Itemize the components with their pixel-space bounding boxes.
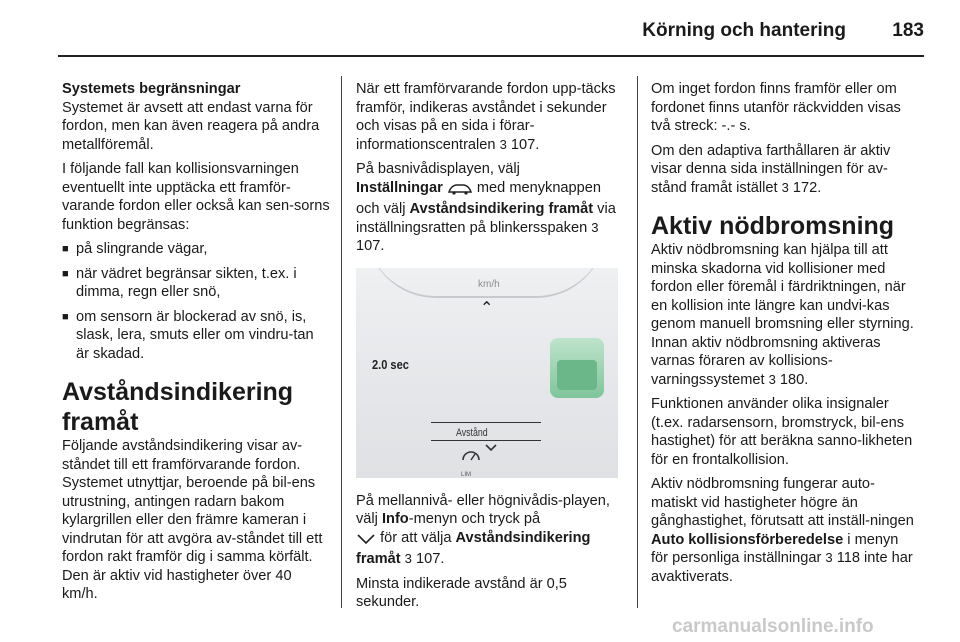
paragraph: Systemet är avsett att endast varna för fordon, men kan även reagera på andra metallföremål. bbox=[62, 99, 320, 153]
vehicle-ahead-icon bbox=[557, 360, 597, 390]
page-ref: 118 inte har avaktiverats. bbox=[651, 550, 913, 585]
page-header bbox=[58, 20, 924, 46]
chapter-title: Körning och hantering bbox=[642, 20, 846, 41]
list-item: ■ när vädret begränsar sikten, t.ex. i dimma, regn eller snö, bbox=[62, 265, 330, 302]
paragraph: Aktiv nödbromsning fungerar auto-matiskt vid hastigheter högre än gånghastighet, förutsatt att inställ-ningen Auto kollisionsförberedelse i menyn för personliga inställningar 3 118 inte har avaktiverats. bbox=[651, 476, 914, 585]
paragraph: Följande avståndsindikering visar av-ståndet till ett framförvarande fordon. Systemet utnyttjar, beroende på bil-ens utrustning, antingen radarn bakom kylargrillen eller den främre kameran i vindrutan för att avgöra av-ståndet till ett fordon rakt framför dig i samma körfält. Den är aktiv vid hastigheter över 40 km/h. bbox=[62, 438, 323, 602]
page-ref: 107. bbox=[415, 551, 445, 567]
limitations-list bbox=[62, 240, 330, 363]
chevron-down-icon bbox=[356, 532, 376, 551]
lim-label: LIM bbox=[461, 471, 472, 478]
bold-term: Auto kollisionsförberedelse bbox=[651, 531, 844, 548]
paragraph: Funktionen använder olika insignaler (t.ex. radarsensorn, bromstryck, bil-ens hastighet) för att beräkna sanno-likheten för en frontalkollision. bbox=[651, 396, 913, 468]
distance-display-figure bbox=[356, 268, 618, 478]
chevron-up-icon: ⌃ bbox=[480, 299, 494, 317]
page-ref-arrow-icon: 3 bbox=[825, 550, 833, 565]
column-1 bbox=[62, 80, 330, 610]
page-ref: 107. bbox=[510, 136, 540, 153]
column-3 bbox=[651, 80, 919, 592]
page-ref-arrow-icon: 3 bbox=[591, 219, 599, 235]
bold-term: Avståndsindikering framåt bbox=[356, 529, 591, 567]
speed-unit-label: km/h bbox=[478, 278, 500, 290]
column-2 bbox=[356, 80, 624, 618]
page-ref-arrow-icon: 3 bbox=[404, 551, 412, 566]
column-divider-2 bbox=[637, 76, 638, 608]
bold-term: Info bbox=[381, 511, 409, 527]
page-ref-arrow-icon: 3 bbox=[781, 179, 789, 195]
page-number: 183 bbox=[892, 20, 924, 41]
section-heading: Aktiv nödbromsning bbox=[651, 212, 895, 240]
page-ref-arrow-icon: 3 bbox=[499, 136, 507, 152]
list-item: ■ om sensorn är blockerad av snö, is, slask, lera, smuts eller om vindru-tan är skadad. bbox=[62, 308, 330, 364]
page-ref: 180. bbox=[779, 371, 809, 388]
section-heading: Avståndsindikering framåt bbox=[62, 378, 294, 436]
bold-term: Avståndsindikering framåt bbox=[409, 201, 594, 217]
page-ref: 172. bbox=[792, 179, 822, 196]
chevron-down-icon bbox=[484, 440, 498, 459]
car-menu-icon bbox=[447, 182, 473, 201]
menu-label: Avstånd bbox=[456, 426, 488, 439]
list-item: ■ på slingrande vägar, bbox=[62, 240, 330, 259]
watermark: carmanualsonline.info bbox=[672, 616, 874, 637]
paragraph: I följande fall kan kollisionsvarningen eventuellt inte upptäcka ett framför-varande fordon eller också kan sen-sorns funktion begränsas: bbox=[62, 161, 330, 233]
paragraph: Aktiv nödbromsning kan hjälpa till att minska skadorna vid kollisioner med fordon eller föremål i färdriktningen, när en kollision inte längre kan undvi-kas genom manuell bromsning eller styrning. Innan aktiv nödbromsning aktiveras varnas föraren av kollisions-varningssystemet 3 180. bbox=[651, 242, 914, 388]
column-divider-1 bbox=[341, 76, 342, 608]
paragraph: På basnivådisplayen, välj Inställningar med menyknappen och välj Avståndsindikering framåt via inställningsratten på blinkersspaken 3 107. bbox=[356, 161, 616, 254]
header-rule bbox=[58, 55, 924, 57]
page-ref-arrow-icon: 3 bbox=[768, 371, 776, 387]
paragraph: När ett framförvarande fordon upp-täcks framför, indikeras avståndet i sekunder och visas på en sida i förar-informationscentralen 3 107. bbox=[356, 81, 616, 153]
paragraph: Om den adaptiva farthållaren är aktiv visar denna sida inställningen för av-stånd framåt istället 3 172. bbox=[651, 142, 891, 196]
distance-value: 2.0 sec bbox=[372, 356, 409, 372]
paragraph: Minsta indikerade avstånd är 0,5 sekunder. bbox=[356, 575, 567, 610]
subheading-system-limits: Systemets begränsningar bbox=[62, 81, 241, 97]
divider bbox=[431, 422, 541, 423]
paragraph: På mellannivå- eller högnivådis-playen, välj Info-menyn och tryck på för att välja Avståndsindikering framåt 3 107. bbox=[356, 492, 610, 567]
page-ref: 107. bbox=[356, 238, 385, 254]
paragraph: Om inget fordon finns framför eller om fordonet finns utanför räckvidden visas två streck: -.- s. bbox=[651, 81, 901, 134]
bold-term: Inställningar bbox=[356, 179, 443, 196]
